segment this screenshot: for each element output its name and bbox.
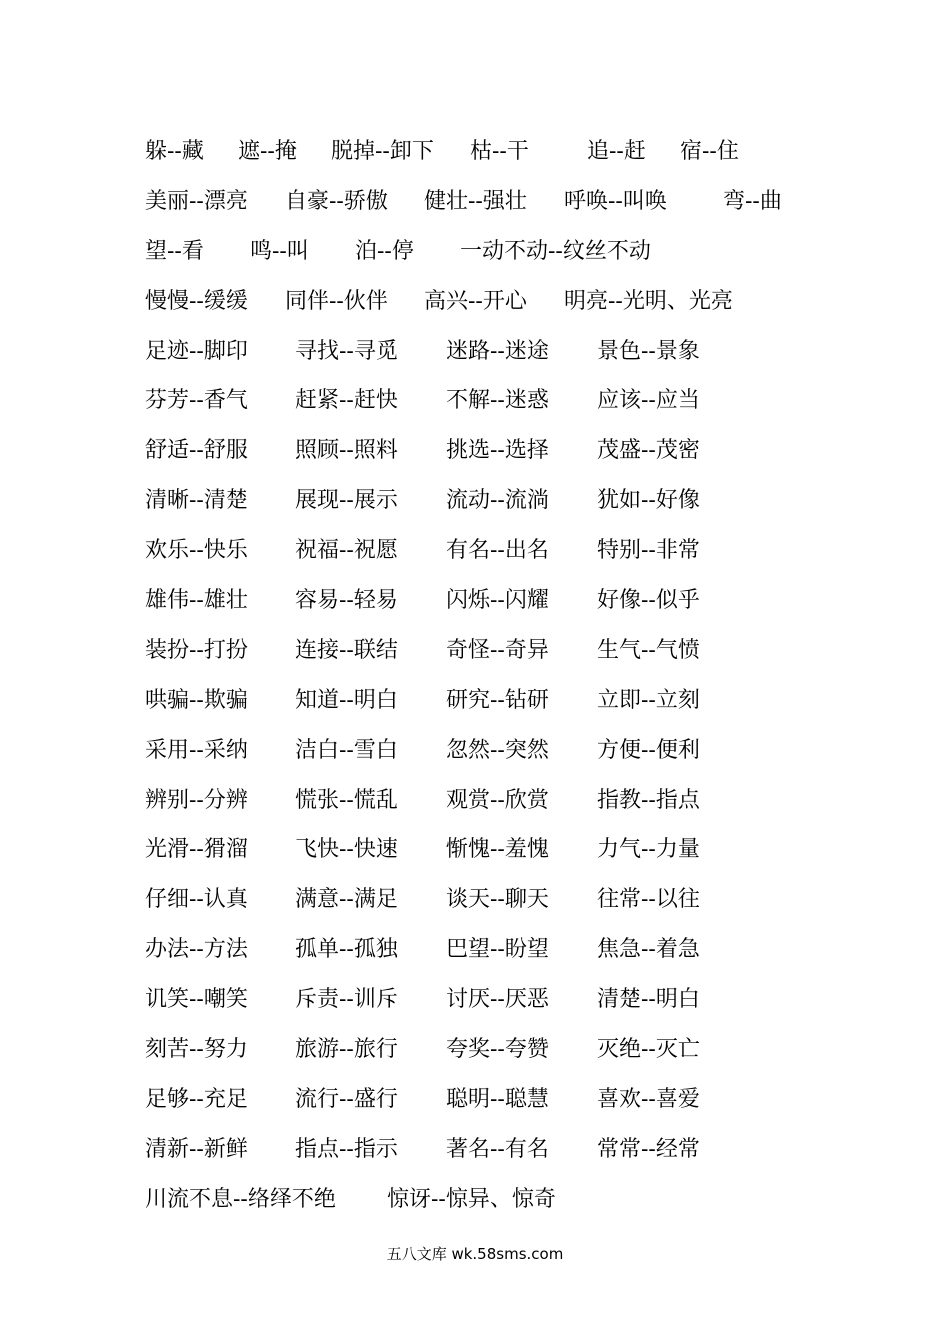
synonym-pair: 祝福--祝愿 <box>295 538 398 564</box>
synonym-line <box>145 1030 845 1080</box>
synonym-pair: 满意--满足 <box>295 887 398 913</box>
synonym-pair: 自豪--骄傲 <box>285 188 388 214</box>
synonym-pair: 清楚--明白 <box>597 987 700 1013</box>
synonym-line <box>145 381 845 431</box>
synonym-pair: 流动--流淌 <box>446 488 549 514</box>
synonym-pair: 欢乐--快乐 <box>145 538 248 564</box>
synonym-pair: 枯--干 <box>470 139 529 164</box>
synonym-pair: 犹如--好像 <box>597 488 700 514</box>
synonym-line <box>145 631 845 681</box>
synonym-pair: 巴望--盼望 <box>446 937 549 963</box>
synonym-pair: 健壮--强壮 <box>424 188 527 214</box>
synonym-pair: 川流不息--络绎不绝 <box>145 1186 336 1212</box>
synonym-pair: 茂盛--茂密 <box>597 438 700 464</box>
synonym-line <box>145 332 845 382</box>
synonym-pair: 光滑--猾溜 <box>145 837 248 863</box>
synonym-line <box>145 581 845 631</box>
synonym-pair: 容易--轻易 <box>295 588 398 614</box>
synonym-line <box>145 731 845 781</box>
synonym-line <box>145 880 845 930</box>
synonym-pair: 立即--立刻 <box>597 687 700 713</box>
synonym-pair: 讥笑--嘲笑 <box>145 987 248 1013</box>
synonym-pair: 研究--钻研 <box>446 687 549 713</box>
synonym-pair: 夸奖--夸赞 <box>446 1037 549 1063</box>
synonym-line <box>145 930 845 980</box>
synonym-pair: 讨厌--厌恶 <box>446 987 549 1013</box>
synonym-pair: 力气--力量 <box>597 837 700 863</box>
synonym-pair: 洁白--雪白 <box>295 737 398 763</box>
synonym-pair: 连接--联结 <box>295 637 398 663</box>
synonym-line <box>145 1080 845 1130</box>
synonym-pair: 照顾--照料 <box>295 438 398 464</box>
synonym-pair: 展现--展示 <box>295 488 398 514</box>
synonym-pair: 景色--景象 <box>597 338 700 364</box>
synonym-line <box>145 431 845 481</box>
synonym-line <box>145 282 845 332</box>
synonym-pair: 流行--盛行 <box>295 1086 398 1112</box>
synonym-pair: 慢慢--缓缓 <box>145 288 248 314</box>
synonym-pair: 弯--曲 <box>723 188 782 214</box>
synonym-pair: 慌张--慌乱 <box>295 787 398 813</box>
synonym-pair: 有名--出名 <box>446 538 549 564</box>
synonym-pair: 指教--指点 <box>597 787 700 813</box>
synonym-pair: 赶紧--赶快 <box>295 388 398 414</box>
synonym-line <box>145 1130 845 1180</box>
synonym-line <box>145 781 845 831</box>
synonym-pair: 鸣--叫 <box>250 238 309 264</box>
synonym-pair: 脱掉--卸下 <box>331 139 434 164</box>
synonym-pair: 躲--藏 <box>145 139 204 164</box>
synonym-pair: 迷路--迷途 <box>446 338 549 364</box>
synonym-pair: 谈天--聊天 <box>446 887 549 913</box>
synonym-pair: 刻苦--努力 <box>145 1037 248 1063</box>
synonym-pair: 高兴--开心 <box>424 288 527 314</box>
synonym-line <box>145 980 845 1030</box>
synonym-pair: 斥责--训斥 <box>295 987 398 1013</box>
synonym-pair: 生气--气愤 <box>597 637 700 663</box>
synonym-line <box>145 531 845 581</box>
synonym-line <box>145 132 845 182</box>
synonym-line <box>145 182 845 232</box>
synonym-pair: 足够--充足 <box>145 1086 248 1112</box>
synonym-pair: 忽然--突然 <box>446 737 549 763</box>
synonym-pair: 特别--非常 <box>597 538 700 564</box>
synonym-list <box>145 132 845 1230</box>
synonym-line <box>145 232 845 282</box>
synonym-pair: 明亮--光明、光亮 <box>564 288 733 314</box>
synonym-pair: 仔细--认真 <box>145 887 248 913</box>
synonym-pair: 芬芳--香气 <box>145 388 248 414</box>
synonym-pair: 泊--停 <box>355 238 414 264</box>
synonym-pair: 一动不动--纹丝不动 <box>460 238 651 264</box>
synonym-pair: 遮--掩 <box>238 139 297 164</box>
synonym-pair: 惊讶--惊异、惊奇 <box>387 1186 556 1212</box>
synonym-pair: 办法--方法 <box>145 937 248 963</box>
synonym-line <box>145 830 845 880</box>
synonym-line <box>145 681 845 731</box>
synonym-pair: 旅游--旅行 <box>295 1037 398 1063</box>
synonym-pair: 飞快--快速 <box>295 837 398 863</box>
synonym-pair: 同伴--伙伴 <box>285 288 388 314</box>
synonym-pair: 装扮--打扮 <box>145 637 248 663</box>
synonym-pair: 焦急--着急 <box>597 937 700 963</box>
synonym-pair: 采用--采纳 <box>145 737 248 763</box>
synonym-pair: 知道--明白 <box>295 687 398 713</box>
synonym-pair: 寻找--寻觅 <box>295 338 398 364</box>
synonym-pair: 雄伟--雄壮 <box>145 588 248 614</box>
synonym-pair: 应该--应当 <box>597 388 700 414</box>
synonym-pair: 舒适--舒服 <box>145 438 248 464</box>
synonym-pair: 闪烁--闪耀 <box>446 588 549 614</box>
synonym-pair: 足迹--脚印 <box>145 338 248 364</box>
synonym-pair: 灭绝--灭亡 <box>597 1037 700 1063</box>
synonym-pair: 观赏--欣赏 <box>446 787 549 813</box>
synonym-pair: 不解--迷惑 <box>446 388 549 414</box>
synonym-pair: 辨别--分辨 <box>145 787 248 813</box>
synonym-pair: 清晰--清楚 <box>145 488 248 514</box>
page-footer: 五八文库 wk.58sms.com <box>386 1245 564 1263</box>
synonym-pair: 宿--住 <box>680 139 739 164</box>
synonym-pair: 指点--指示 <box>295 1136 398 1162</box>
synonym-pair: 呼唤--叫唤 <box>564 188 667 214</box>
synonym-pair: 好像--似乎 <box>597 588 700 614</box>
synonym-pair: 喜欢--喜爱 <box>597 1086 700 1112</box>
synonym-pair: 追--赶 <box>587 139 646 164</box>
synonym-pair: 奇怪--奇异 <box>446 637 549 663</box>
synonym-pair: 常常--经常 <box>597 1136 700 1162</box>
synonym-pair: 往常--以往 <box>597 887 700 913</box>
synonym-line <box>145 1180 845 1230</box>
synonym-pair: 望--看 <box>145 238 204 264</box>
synonym-pair: 方便--便利 <box>597 737 700 763</box>
synonym-pair: 孤单--孤独 <box>295 937 398 963</box>
synonym-pair: 惭愧--羞愧 <box>446 837 549 863</box>
synonym-pair: 聪明--聪慧 <box>446 1086 549 1112</box>
synonym-pair: 挑选--选择 <box>446 438 549 464</box>
synonym-line <box>145 481 845 531</box>
synonym-pair: 清新--新鲜 <box>145 1136 248 1162</box>
synonym-pair: 哄骗--欺骗 <box>145 687 248 713</box>
synonym-pair: 著名--有名 <box>446 1136 549 1162</box>
synonym-pair: 美丽--漂亮 <box>145 188 248 214</box>
